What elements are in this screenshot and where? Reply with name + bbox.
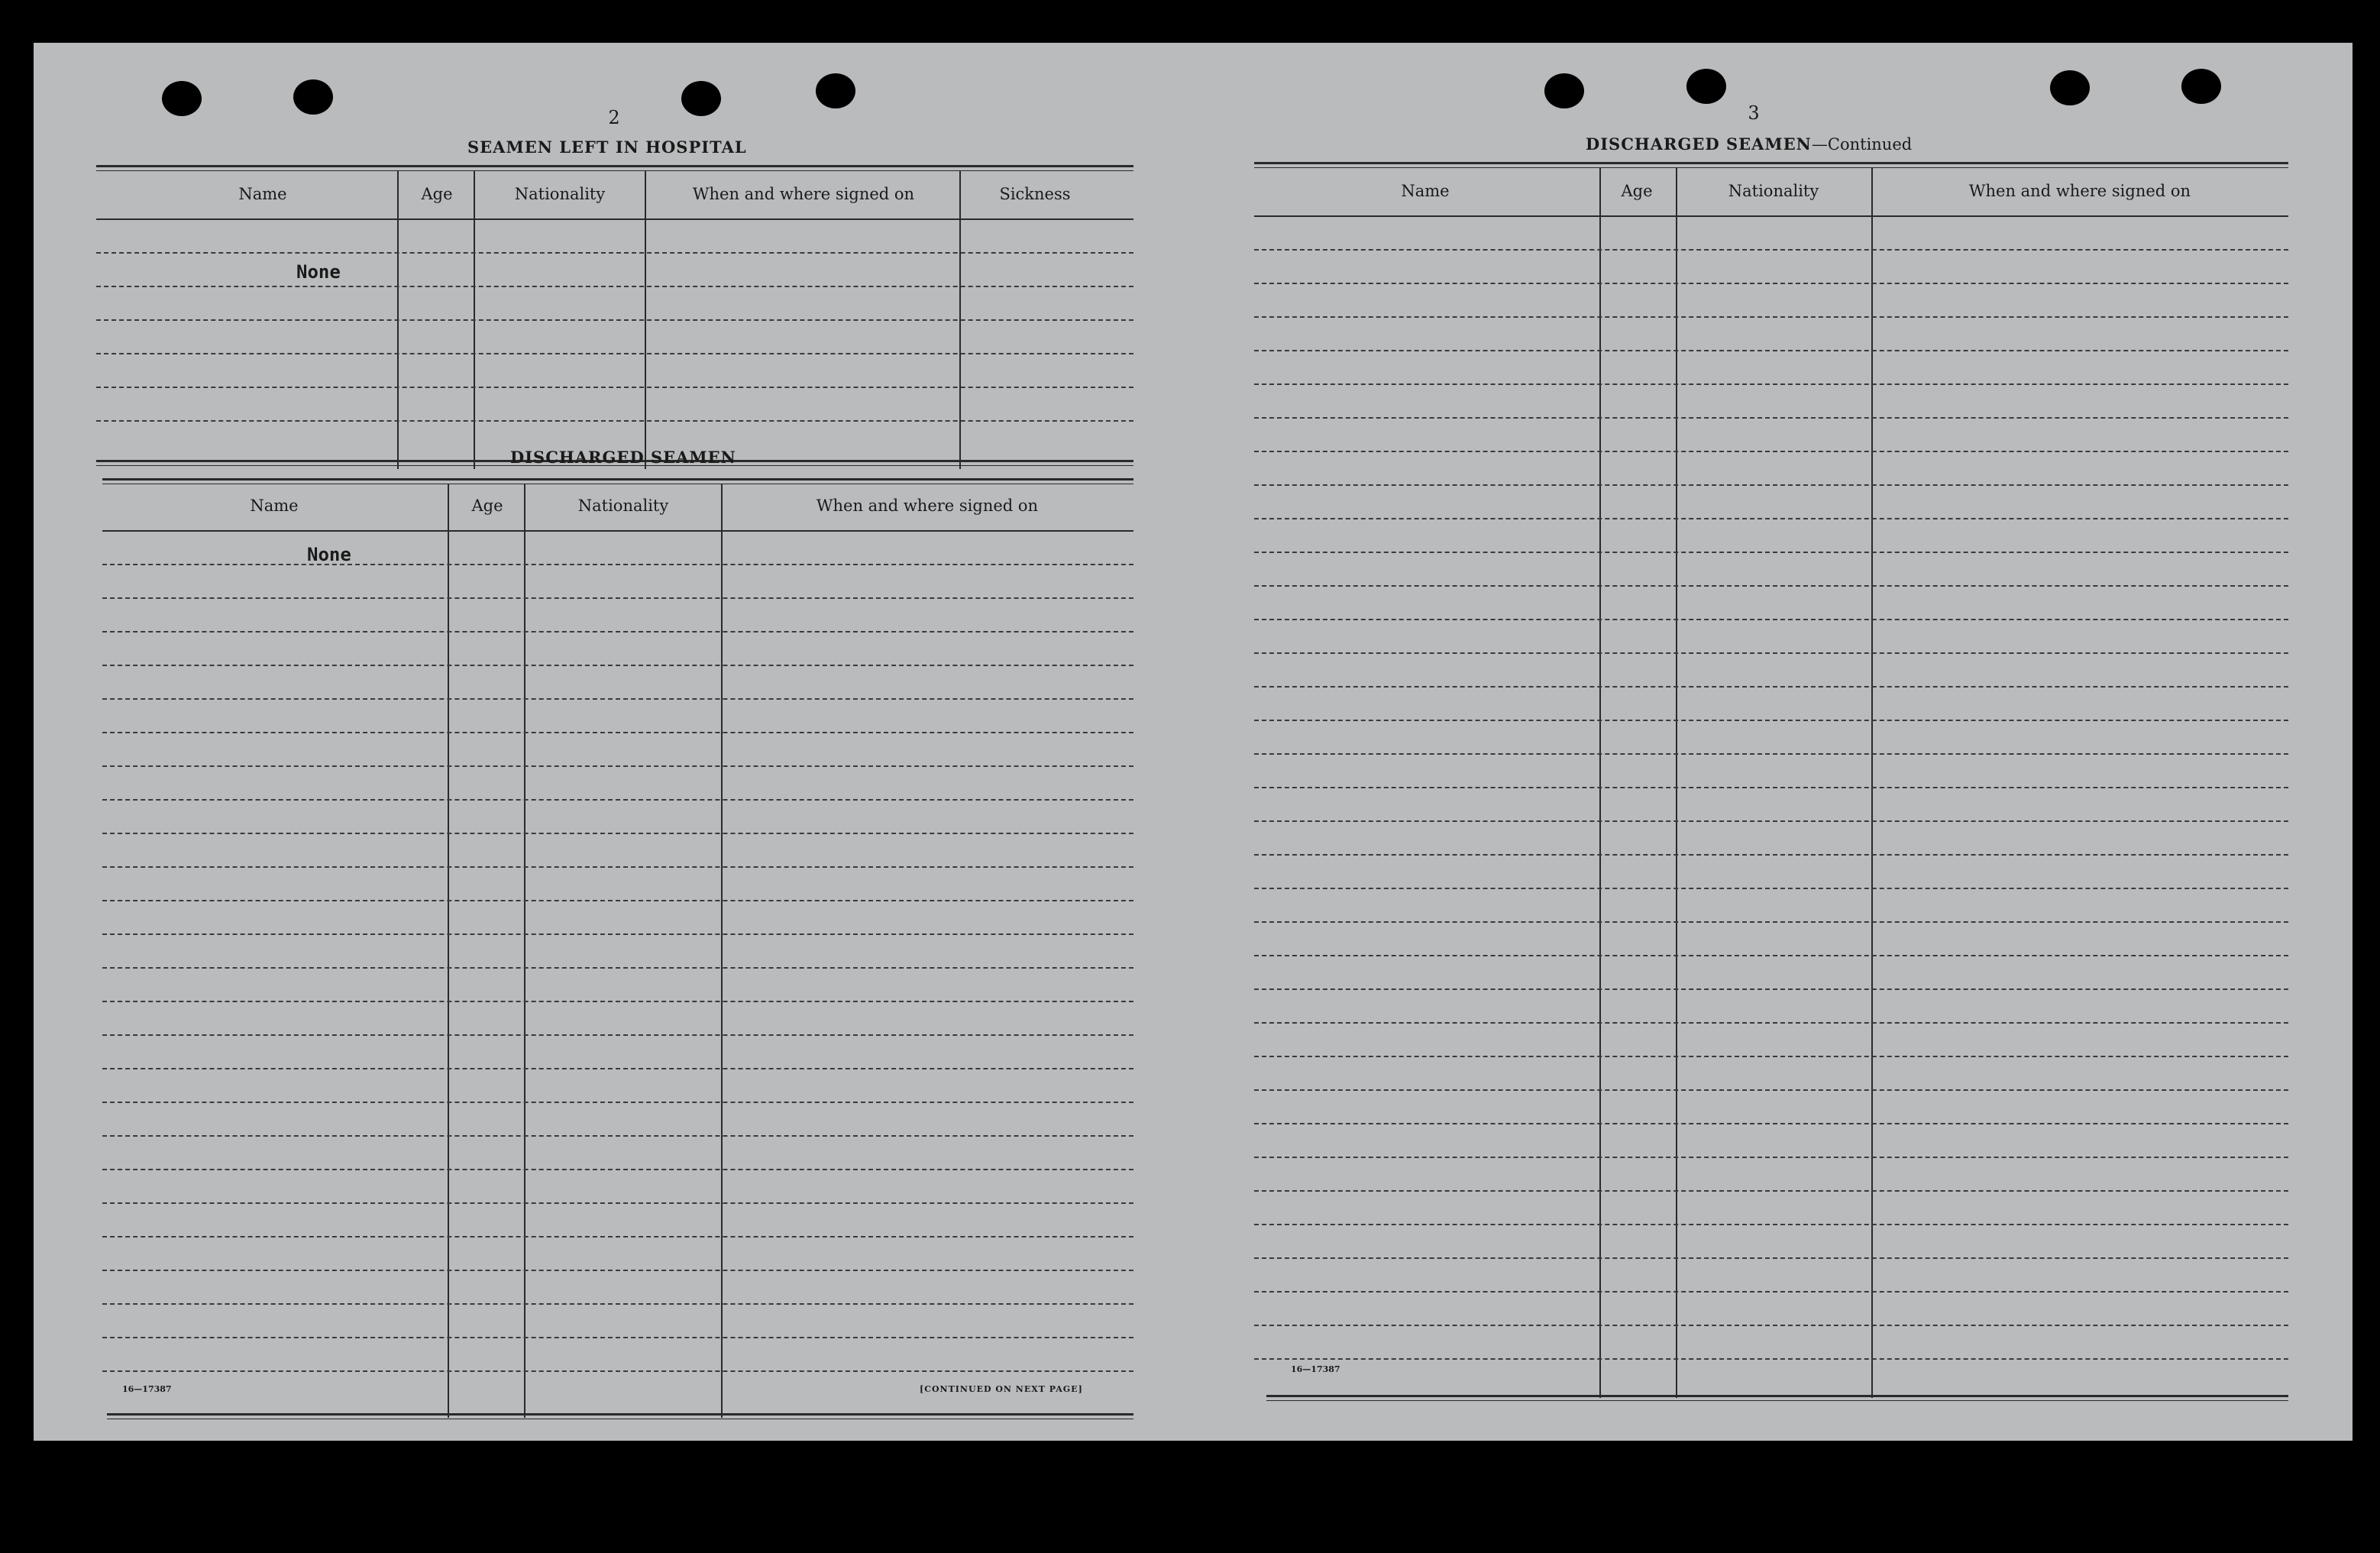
col-header-nationality: Nationality bbox=[514, 185, 606, 203]
table-row bbox=[1254, 1291, 2288, 1293]
form-code: 16—17387 bbox=[1291, 1364, 1340, 1374]
col-header-when-where: When and where signed on bbox=[692, 185, 915, 203]
table-row bbox=[1254, 585, 2288, 587]
table-row bbox=[1254, 1056, 2288, 1057]
table-row bbox=[1254, 619, 2288, 620]
col-header-when-where: When and where signed on bbox=[816, 497, 1039, 515]
table-row bbox=[1254, 854, 2288, 856]
table-row bbox=[1254, 1325, 2288, 1326]
table-row bbox=[1254, 1157, 2288, 1158]
form-code: 16—17387 bbox=[122, 1384, 172, 1394]
hospital-entry: None bbox=[296, 261, 341, 283]
table-row bbox=[1254, 753, 2288, 755]
table-row bbox=[1254, 921, 2288, 923]
table-row bbox=[1254, 955, 2288, 956]
table-row bbox=[1254, 888, 2288, 889]
footer-note: [CONTINUED ON NEXT PAGE] bbox=[920, 1384, 1083, 1394]
title-suffix: —Continued bbox=[1811, 135, 1913, 154]
table-row bbox=[1254, 1358, 2288, 1360]
table-row bbox=[1254, 249, 2288, 251]
col-header-age: Age bbox=[1621, 182, 1653, 200]
col-header-name: Name bbox=[250, 497, 299, 515]
table-row bbox=[1254, 787, 2288, 788]
table-row bbox=[1254, 552, 2288, 553]
table-row bbox=[1254, 316, 2288, 318]
page-number: 3 bbox=[1748, 102, 1760, 124]
col-header-nationality: Nationality bbox=[577, 497, 669, 515]
document-sheet bbox=[34, 43, 2353, 1441]
table-row bbox=[1254, 518, 2288, 519]
table-row bbox=[1254, 1224, 2288, 1225]
col-header-nationality: Nationality bbox=[1728, 182, 1819, 200]
discharged-entry: None bbox=[307, 544, 351, 565]
table-row bbox=[1254, 283, 2288, 284]
table-row bbox=[1254, 1123, 2288, 1124]
table-row bbox=[1254, 652, 2288, 654]
table-row bbox=[1254, 484, 2288, 486]
col-header-sickness: Sickness bbox=[999, 185, 1071, 203]
hospital-section-title: SEAMEN LEFT IN HOSPITAL bbox=[467, 138, 747, 157]
col-header-name: Name bbox=[1401, 182, 1450, 200]
col-header-age: Age bbox=[421, 185, 453, 203]
right-page-title bbox=[1586, 134, 1912, 154]
col-header-age: Age bbox=[471, 497, 503, 515]
page-number: 2 bbox=[608, 107, 620, 128]
table-row bbox=[1254, 686, 2288, 688]
table-row bbox=[1254, 1257, 2288, 1259]
table-row bbox=[1254, 988, 2288, 990]
table-row bbox=[1254, 417, 2288, 419]
table-row bbox=[1254, 1022, 2288, 1024]
table-row bbox=[1254, 720, 2288, 721]
table-row bbox=[1254, 350, 2288, 351]
table-row bbox=[1254, 820, 2288, 822]
right-page bbox=[34, 43, 2353, 1441]
col-header-name: Name bbox=[238, 185, 287, 203]
table-row bbox=[1254, 1190, 2288, 1192]
table-row bbox=[1254, 383, 2288, 385]
discharged-section-title: DISCHARGED SEAMEN bbox=[510, 448, 736, 467]
title-main: DISCHARGED SEAMEN bbox=[1586, 134, 1812, 154]
col-header-when-where: When and where signed on bbox=[1968, 182, 2191, 200]
table-row bbox=[1254, 451, 2288, 452]
table-row bbox=[1254, 1089, 2288, 1091]
